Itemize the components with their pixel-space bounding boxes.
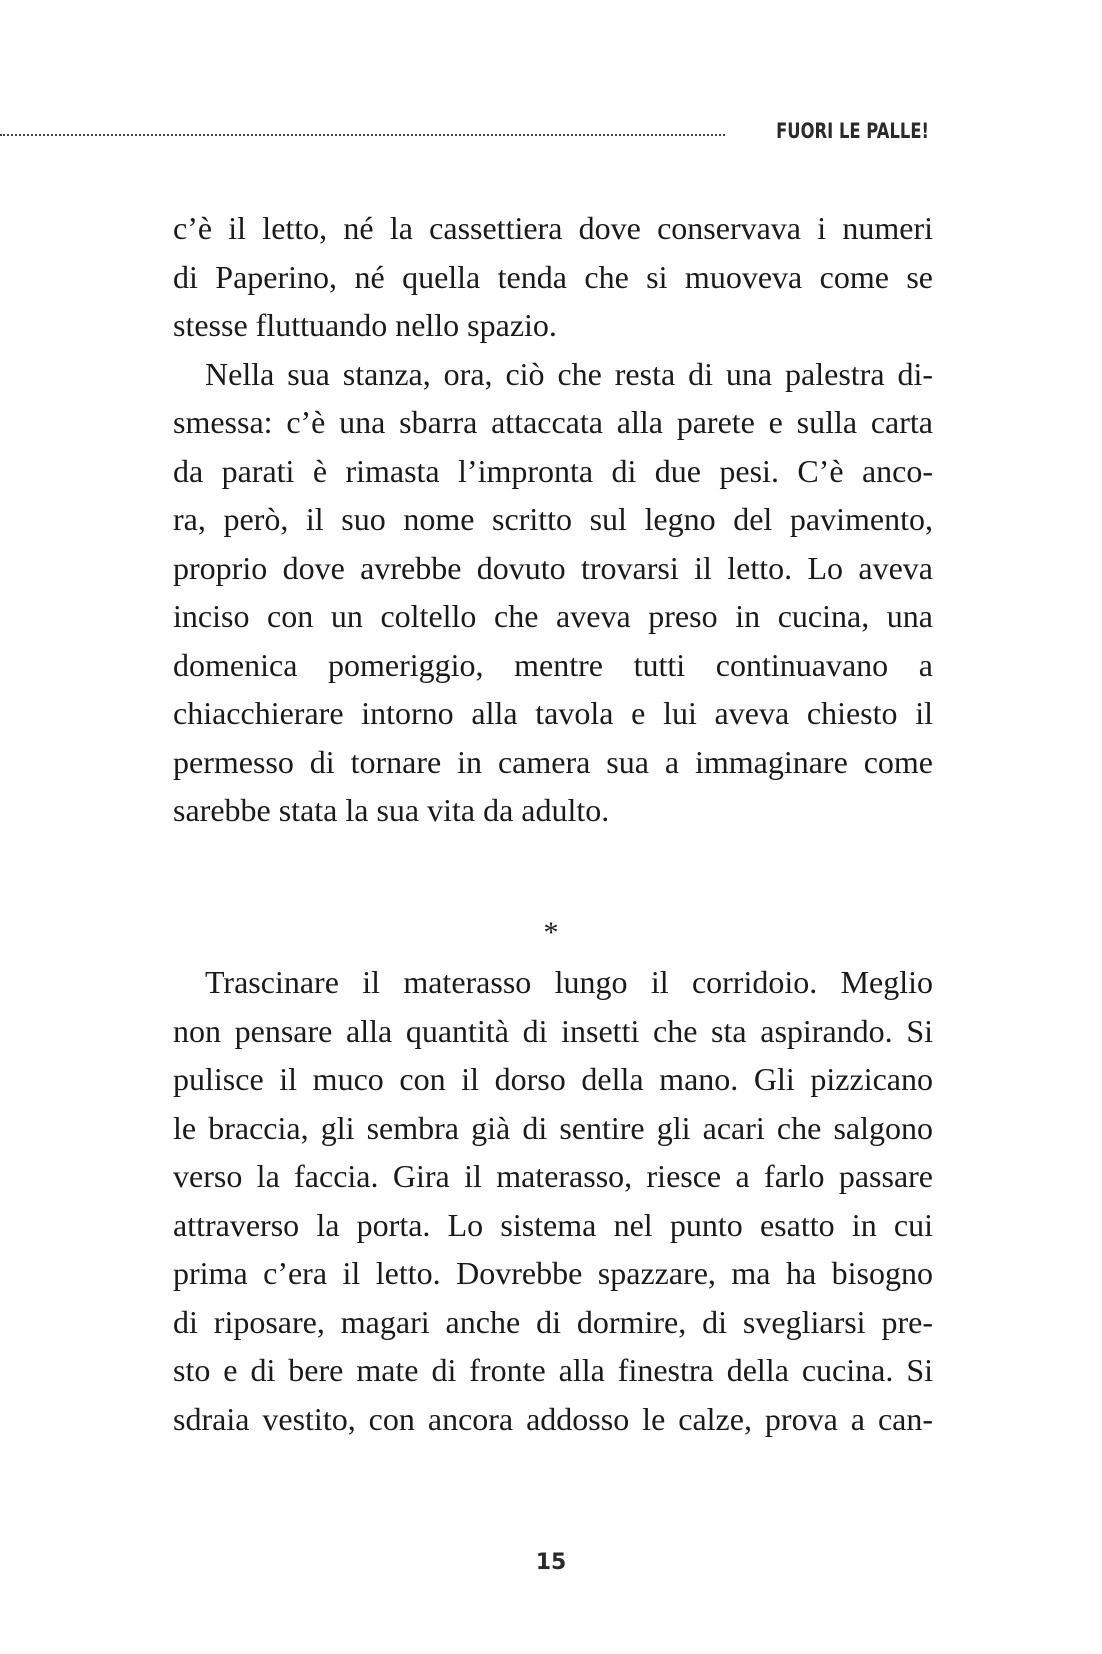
text-line: stesse fluttuando nello spazio. [173, 307, 557, 343]
text-line: di Paperino, né quella tenda che si muoveva come se [173, 258, 933, 295]
text-line: pulisce il muco con il dorso della mano. Gli pizzicano [173, 1061, 933, 1097]
text-line: le braccia, gli sembra già di sentire gli acari che salgono [173, 1109, 933, 1146]
text-line: verso la faccia. Gira il materasso, riesce a farlo passare [173, 1158, 933, 1194]
section-break: * [543, 916, 559, 949]
text-line: prima c’era il letto. Dovrebbe spazzare, ma ha bisogno [173, 1255, 933, 1291]
text-block-bottom [173, 958, 933, 1443]
running-title: FUORI LE PALLE! [776, 119, 929, 143]
text-line: smessa: c’è una sbarra attaccata alla parete e sulla carta [173, 404, 933, 440]
text-line: sarebbe stata la sua vita da adulto. [173, 792, 610, 828]
text-line: di riposare, magari anche di dormire, di svegliarsi pre- [173, 1303, 933, 1340]
text-line: da parati è rimasta l’impronta di due pesi. C’è anco- [173, 452, 933, 489]
text-block-top [173, 204, 933, 835]
paragraph [173, 350, 933, 835]
text-line: sdraia vestito, con ancora addosso le calze, prova a can- [173, 1400, 933, 1437]
text-line: inciso con un coltello che aveva preso in cucina, una [173, 598, 933, 634]
paragraph [173, 204, 933, 350]
text-line: proprio dove avrebbe dovuto trovarsi il letto. Lo aveva [173, 549, 933, 586]
text-line: Nella sua stanza, ora, ciò che resta di una palestra di- [205, 355, 933, 392]
text-line: sto e di bere mate di fronte alla finestra della cucina. Si [173, 1352, 933, 1388]
text-line: attraverso la porta. Lo sistema nel punto esatto in cui [173, 1206, 933, 1243]
dotted-rule [0, 133, 725, 136]
page-number: 15 [535, 1550, 567, 1575]
text-line: Trascinare il materasso lungo il corridoio. Meglio [205, 964, 933, 1000]
paragraph [173, 958, 933, 1443]
text-line: chiacchierare intorno alla tavola e lui aveva chiesto il [173, 695, 933, 731]
text-line: non pensare alla quantità di insetti che sta aspirando. Si [173, 1012, 933, 1049]
text-line: domenica pomeriggio, mentre tutti continuavano a [173, 646, 933, 683]
running-header [0, 112, 929, 142]
text-line: permesso di tornare in camera sua a immaginare come [173, 743, 933, 780]
text-line: c’è il letto, né la cassettiera dove conservava i numeri [173, 210, 933, 246]
text-line: ra, però, il suo nome scritto sul legno del pavimento, [173, 501, 933, 537]
